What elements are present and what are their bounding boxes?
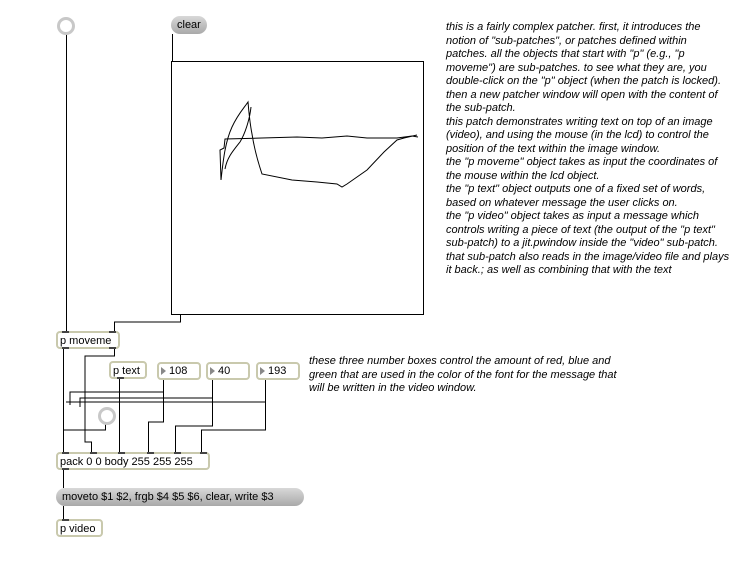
outlet: [117, 377, 124, 379]
color-comment: these three number boxes control the amount of red, blue and green that are used in the color of the font for the message that will be written in the video window.: [309, 355, 617, 394]
lcd-canvas[interactable]: [171, 61, 424, 315]
comment-paragraph: this is a fairly complex patcher. first, it introduces the notion of "sub-patches", or patches defined within patches. all the objects that start with "p" (e.g., "p moveme") are sub-patches. to see what they are, you double-click on the "p" object (when the patch is locked). then a new patcher window will open with the content of the sub-patch.: [446, 21, 722, 114]
number-value: 193: [268, 365, 287, 377]
comment-paragraph: the "p moveme" object takes as input the coordinates of the mouse within the lcd object.: [446, 156, 718, 182]
comment-paragraph: the "p text" object outputs one of a fixed set of words, based on whatever message the user clicks on.: [446, 183, 706, 209]
comment-paragraph: this patch demonstrates writing text on top of an image (video), and using the mouse (in the lcd) to control the position of the text within the image window.: [446, 115, 713, 155]
triangle-icon: [260, 367, 265, 375]
triangle-icon: [161, 367, 166, 375]
inlet: [62, 519, 69, 521]
cord-193-to-pack: [202, 379, 266, 453]
inlet: [147, 452, 154, 454]
moveto-message[interactable]: moveto $1 $2, frgb $4 $5 $6, clear, write $3: [56, 488, 304, 506]
bang-button-top[interactable]: [57, 17, 75, 35]
lcd-drawing: [172, 62, 423, 314]
number-box-green[interactable]: [206, 362, 250, 380]
cord-40-to-pack: [176, 379, 213, 453]
number-value: 108: [169, 365, 188, 377]
number-box-red[interactable]: [157, 362, 201, 380]
inlet: [109, 331, 116, 333]
inlet: [200, 452, 207, 454]
inlet: [62, 331, 69, 333]
object-label: pack 0 0 body 255 255 255: [60, 456, 193, 468]
triangle-icon: [210, 367, 215, 375]
main-comment: [446, 21, 731, 278]
p-video-object[interactable]: [56, 519, 103, 537]
number-value: 40: [218, 365, 231, 377]
clear-message[interactable]: clear: [171, 16, 207, 34]
pack-object[interactable]: [56, 452, 210, 470]
object-label: p moveme: [60, 335, 112, 347]
cord-108-to-pack: [149, 379, 164, 453]
outlet: [109, 347, 116, 349]
cord-lcd-to-moveme: [115, 315, 181, 332]
object-label: p video: [60, 523, 96, 535]
cord-108-a: [70, 379, 164, 405]
cord-40-a: [80, 379, 213, 407]
inlet: [62, 452, 69, 454]
p-moveme-object[interactable]: [56, 331, 120, 349]
inlet: [90, 452, 97, 454]
outlet: [62, 468, 69, 470]
object-label: p text: [113, 365, 140, 377]
number-box-blue[interactable]: [256, 362, 300, 380]
comment-paragraph: the "p video" object takes as input a message which controls writing a piece of text (the output of the "p text" sub-patch) to a jit.pwindow inside the "video" sub-patch. that sub-patch also reads in the image/video file and plays it back.; as well as combining that with the text: [446, 210, 730, 276]
outlet: [62, 347, 69, 349]
inlet: [174, 452, 181, 454]
bang-button-middle[interactable]: [98, 407, 116, 425]
inlet: [118, 452, 125, 454]
cord-193-a: [66, 379, 266, 402]
p-text-object[interactable]: [109, 361, 147, 379]
